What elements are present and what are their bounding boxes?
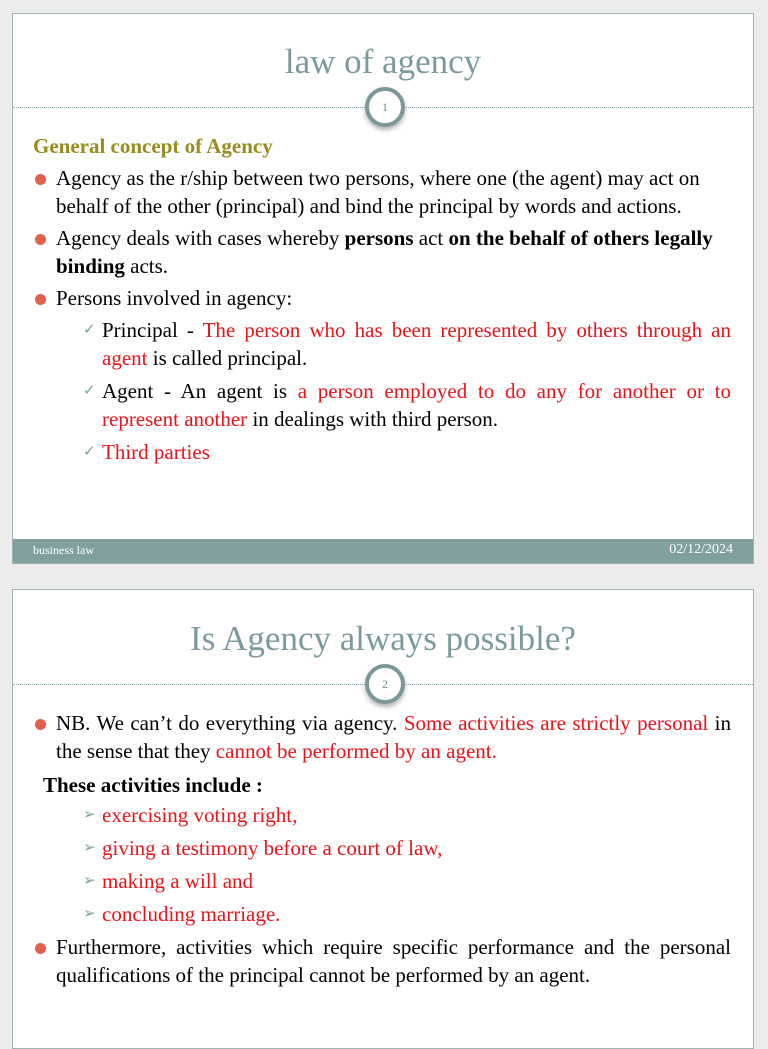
slide-1 <box>12 13 754 564</box>
slide-title: law of agency <box>284 42 482 81</box>
activity-item <box>33 834 731 862</box>
activity-item <box>33 801 731 829</box>
activity-text: concluding marriage. <box>102 902 281 926</box>
sub-item-principal <box>33 316 731 372</box>
sub-item-agent <box>33 377 731 433</box>
sub-item-text: Agent - An agent is a person employed to do any for another or to represent another in dealings with third person. <box>102 379 731 431</box>
footer-course: business law <box>33 543 94 557</box>
checkmark-icon: ✓ <box>83 322 96 338</box>
activity-item <box>33 900 731 928</box>
slide-2 <box>12 589 754 1049</box>
slide-content <box>33 132 731 471</box>
checkmark-icon: ✓ <box>83 383 96 399</box>
checkmark-icon: ✓ <box>83 444 96 460</box>
activity-item <box>33 867 731 895</box>
arrowhead-icon: ➢ <box>83 906 96 922</box>
bullet-text: NB. We can’t do everything via agency. Some activities are strictly personal in the sense that they cannot be performed by an agent. <box>56 711 732 763</box>
activity-text: exercising voting right, <box>102 803 298 827</box>
arrowhead-icon: ➢ <box>83 840 96 856</box>
slide-title: Is Agency always possible? <box>190 619 576 658</box>
circle-bullet-icon <box>35 943 46 954</box>
activity-text: making a will and <box>102 869 254 893</box>
activity-text: giving a testimony before a court of law, <box>102 836 443 860</box>
sub-item-third-parties <box>33 438 731 466</box>
circle-bullet-icon <box>35 234 46 245</box>
arrowhead-icon: ➢ <box>83 873 96 889</box>
circle-bullet-icon <box>35 719 46 730</box>
slide-content <box>33 709 731 993</box>
bullet-item <box>33 284 731 312</box>
activities-heading: These activities include : <box>43 773 263 797</box>
circle-bullet-icon <box>35 174 46 185</box>
slide-number-badge: 2 <box>365 664 405 704</box>
bullet-text: Persons involved in agency: <box>56 286 293 310</box>
bullet-text: Agency deals with cases whereby persons act on the behalf of others legally binding acts. <box>56 226 713 278</box>
sub-item-text: Principal - The person who has been represented by others through an agent is called principal. <box>102 318 731 370</box>
bullet-text: Furthermore, activities which require specific performance and the personal qualifications of the principal cannot be performed by an agent. <box>56 935 731 987</box>
arrowhead-icon: ➢ <box>83 807 96 823</box>
slide-footer <box>13 539 753 564</box>
bullet-item <box>33 224 731 280</box>
sub-item-text: Third parties <box>102 440 210 464</box>
circle-bullet-icon <box>35 294 46 305</box>
footer-date: 02/12/2024 <box>669 542 733 557</box>
bullet-item <box>33 933 731 989</box>
bullet-item <box>33 164 731 220</box>
bullet-item <box>33 709 731 765</box>
slide-number-badge: 1 <box>365 87 405 127</box>
section-heading: General concept of Agency <box>33 134 273 158</box>
bullet-text: Agency as the r/ship between two persons, where one (the agent) may act on behalf of the other (principal) and bind the principal by words and actions. <box>56 166 700 218</box>
